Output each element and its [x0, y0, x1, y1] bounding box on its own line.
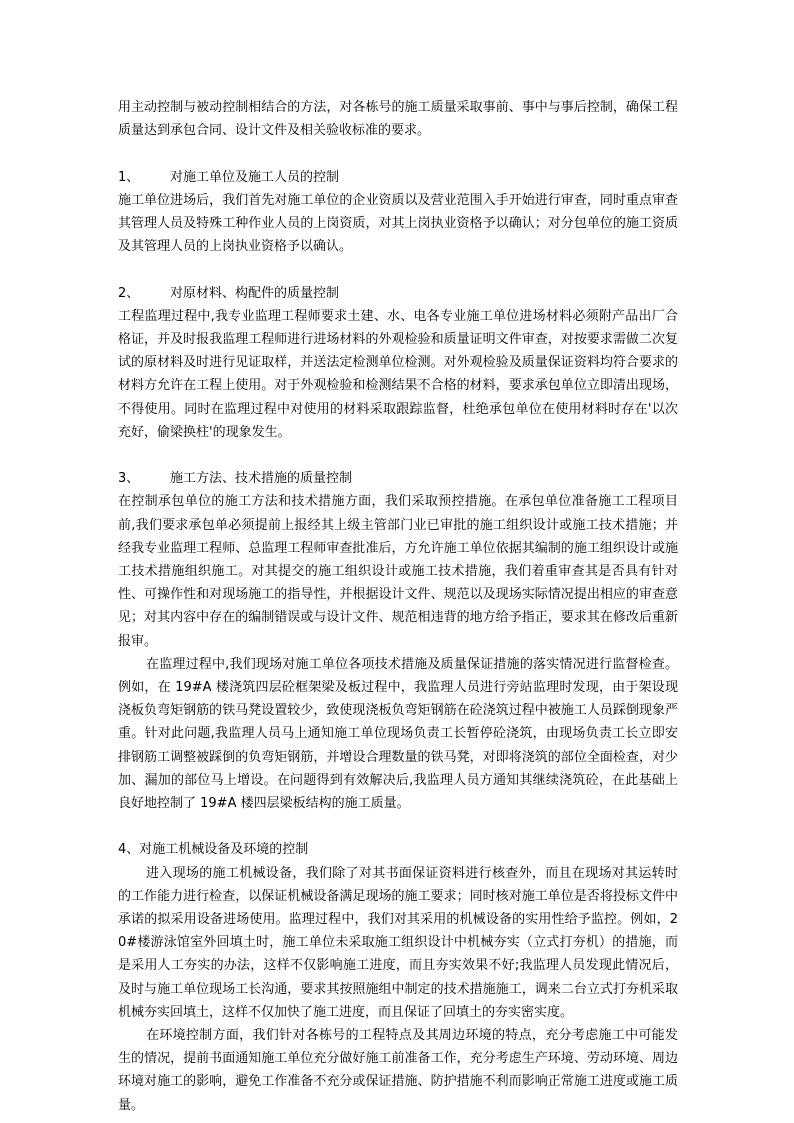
section-heading — [118, 166, 678, 189]
section-4 — [118, 838, 678, 1116]
section-paragraph: 施工单位进场后，我们首先对施工单位的企业资质以及营业范围入手开始进行审查，同时重点审查其管理人员及特殊工种作业人员的上岗资质，对其上岗执业资格予以确认；对分包单位的施工资质及其管理人员的上岗执业资格予以确认。 — [118, 192, 678, 255]
section-number: 2、 — [118, 285, 140, 301]
section-title: 对施工机械设备及环境的控制 — [139, 842, 309, 858]
section-paragraph: 进入现场的施工机械设备，我们除了对其书面保证资料进行核查外，而且在现场对其运转时的工作能力进行检查，以保证机械设备满足现场的施工要求；同时核对施工单位是否将投标文件中承诺的拟采用设备进场使用。监理过程中，我们对其采用的机械设备的实用性给予监控。例如，20#楼游泳馆室外回填土时，施工单位未采取施工组织设计中机械夯实（立式打夯机）的措施，而是采用人工夯实的办法，这样不仅影响施工进度，而且夯实效果不好;我监理人员发现此情况后，及时与施工单位现场工长沟通，要求其按照施组中制定的技术措施施工，调来二台立式打夯机采取机械夯实回填土，这样不仅加快了施工进度，而且保证了回填土的夯实密实度。 — [118, 865, 678, 1020]
section-paragraph: 在控制承包单位的施工方法和技术措施方面，我们采取预控措施。在承包单位准备施工工程项目前,我们要求承包单必须提前上报经其上级主管部门业已审批的施工组织设计或施工技术措施；并经我专业监理工程师、总监理工程师审查批准后，方允许施工单位依据其编制的施工组织设计或施工技术措施组织施工。对其提交的施工组织设计或施工技术措施，我们着重审查其是否具有针对性、可操作性和对现场施工的指导性，并根据设计文件、规范以及现场实际情况提出相应的审查意见；对其内容中存在的编制错误或与设计文件、规范相违背的地方给予指正，要求其在修改后重新报审。 — [118, 494, 678, 649]
section-heading — [118, 282, 678, 305]
section-number: 4、 — [118, 842, 140, 858]
spacer — [118, 258, 678, 281]
spacer — [118, 142, 678, 165]
section-1 — [118, 166, 678, 259]
spacer — [118, 444, 678, 467]
section-title: 对施工单位及施工人员的控制 — [170, 169, 340, 185]
section-2 — [118, 282, 678, 444]
section-paragraph: 在监理过程中,我们现场对施工单位各项技术措施及质量保证措施的落实情况进行监督检查。例如，在 19#A 楼浇筑四层砼框架梁及板过程中，我监理人员进行旁站监理时发现，由于架设现浇板负弯矩钢筋的铁马凳设置较少，致使现浇板负弯矩钢筋在砼浇筑过程中被施工人员踩倒现象严重。针对此问题,我监理人员马上通知施工单位现场负责工长暂停砼浇筑，由现场负责工长立即安排钢筋工调整被踩倒的负弯矩钢筋，并增设合理数量的铁马凳，对即将浇筑的部位全面检查，对少加、漏加的部位马上增设。在问题得到有效解决后,我监理人员方通知其继续浇筑砼，在此基础上良好地控制了 19#A 楼四层梁板结构的施工质量。 — [118, 656, 678, 812]
section-paragraph: 在环境控制方面，我们针对各栋号的工程特点及其周边环境的特点，充分考虑施工中可能发生的情况，提前书面通知施工单位充分做好施工前准备工作，充分考虑生产环境、劳动环境、周边环境对施工的影响，避免工作准备不充分或保证措施、防护措施不利而影响正常施工进度或施工质量。 — [118, 1028, 678, 1113]
section-paragraph: 工程监理过程中,我专业监理工程师要求土建、水、电各专业施工单位进场材料必须附产品出厂合格证，并及时报我监理工程师进行进场材料的外观检验和质量证明文件审查，对按要求需做二次复试的原材料及时进行见证取样，并送法定检测单位检测。对外观检验及质量保证资料均符合要求的材料方允许在工程上使用。对于外观检验和检测结果不合格的材料，要求承包单位立即清出现场，不得使用。同时在监理过程中对使用的材料采取跟踪监督，杜绝承包单位在使用材料时存在'以次充好，偷梁换柱'的现象发生。 — [118, 308, 678, 440]
section-heading — [118, 838, 678, 861]
section-number: 3、 — [118, 471, 140, 487]
spacer — [118, 815, 678, 838]
intro-paragraph: 用主动控制与被动控制相结合的方法，对各栋号的施工质量采取事前、事中与事后控制，确保工程质量达到承包合同、设计文件及相关验收标准的要求。 — [118, 100, 678, 139]
section-heading — [118, 467, 678, 490]
section-3 — [118, 467, 678, 815]
document-page — [118, 96, 678, 1117]
section-title: 施工方法、技术措施的质量控制 — [170, 471, 353, 487]
section-number: 1、 — [118, 169, 140, 185]
section-title: 对原材料、构配件的质量控制 — [170, 285, 340, 301]
